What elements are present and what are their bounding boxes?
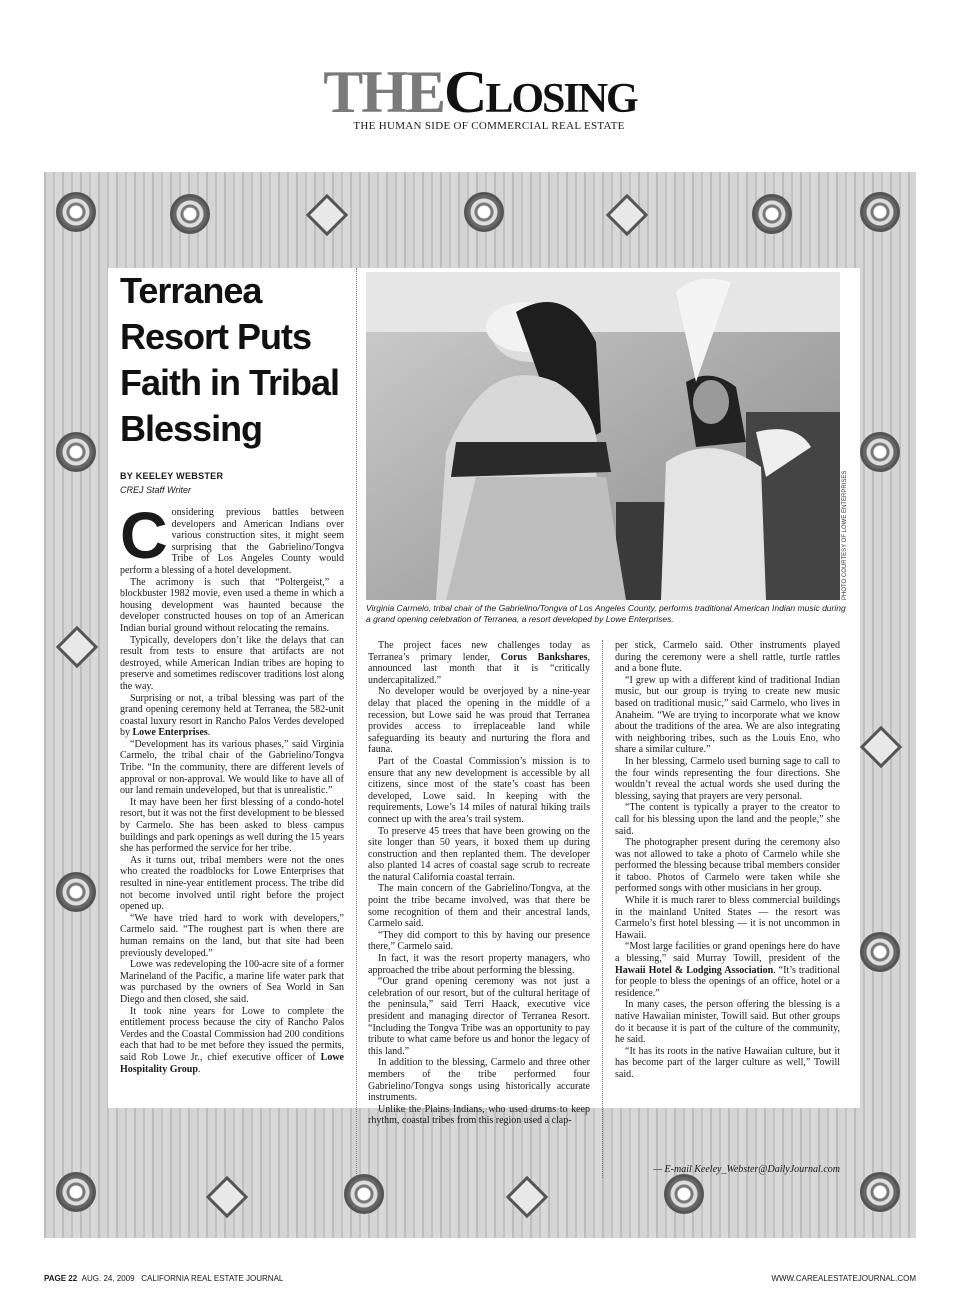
- spiral-motif-icon: [464, 192, 504, 232]
- column-divider: [356, 268, 357, 1178]
- column-divider: [602, 640, 603, 1178]
- paragraph: “Development has its various phases,” said Virginia Carmelo, the tribal chair of the Gabrielino/Tongva Tribe. “In the community, there are different levels of approval or non-approval. We would like to have all of our land remain undeveloped, but that is unrealistic.”: [120, 738, 344, 797]
- paragraph: In fact, it was the resort property managers, who approached the tribe about performing the blessing.: [368, 953, 590, 976]
- article-headline: Terranea Resort Puts Faith in Tribal Blessing: [120, 270, 340, 449]
- paragraph: Typically, developers don’t like the delays that can result from tests to ensure that artifacts are not destroyed, while American Indian tribes are hoping to preserve and sometimes rediscover traditions lost along the way.: [120, 634, 344, 692]
- diamond-motif-icon: [506, 1176, 548, 1218]
- paragraph: In her blessing, Carmelo used burning sage to call to the four winds representing the four directions. She wouldn’t reveal the actual words she used during the blessing, saying that prayers are very personal.: [615, 755, 840, 802]
- organization-name: Hawaii Hotel & Lodging Association: [615, 964, 774, 976]
- paragraph: In addition to the blessing, Carmelo and three other members of the tribe performed four Gabrielino/Tongva songs using historically accurate instruments.: [368, 1057, 590, 1104]
- spiral-motif-icon: [752, 194, 792, 234]
- spiral-motif-icon: [344, 1174, 384, 1214]
- byline: BY KEELEY WEBSTER: [120, 471, 224, 481]
- masthead-closing: Closing: [444, 59, 637, 125]
- paragraph: “They did comport to this by having our presence there,” Carmelo said.: [368, 929, 590, 953]
- spiral-motif-icon: [860, 1172, 900, 1212]
- paragraph: Considering previous battles between developers and American Indians over various construction sites, it might seem surprising that the Gabrielino/Tongva Tribe of Los Angeles County would perform a blessing of a hotel development.: [120, 498, 344, 576]
- spiral-motif-icon: [860, 932, 900, 972]
- paragraph: Lowe was redeveloping the 100-acre site of a former Marineland of the Pacific, a marine life water park that was purchased by the owners of Sea World in San Diego and then closed, she said.: [120, 959, 344, 1005]
- paragraph: The project faces new challenges today as Terranea’s primary lender, Corus Bankshares, announced last month that it is “critically undercapitalized.”: [368, 640, 590, 686]
- paragraph: To preserve 45 trees that have been growing on the site longer than 50 years, it boxed them up during construction and then replanted them. The developer also planted 14 acres of coastal sage scrub to recreate the natural California coastal terrain.: [368, 825, 590, 883]
- page-number: PAGE 22: [44, 1274, 78, 1283]
- article-column-3: [615, 640, 840, 1081]
- paragraph: “The content is typically a prayer to the creator to call for his blessing upon the land and the people,” she said.: [615, 802, 840, 837]
- company-name: Corus Bankshares: [500, 651, 588, 663]
- photo-credit: PHOTO COURTESY OF LOWE ENTERPRISES: [842, 470, 848, 600]
- spiral-motif-icon: [56, 1172, 96, 1212]
- footer-left: [44, 1274, 283, 1283]
- paragraph: Surprising or not, a tribal blessing was part of the grand opening ceremony held at Terranea, the 582-unit coastal luxury resort in Rancho Palos Verdes developed by Lowe Enterprises.: [120, 692, 344, 739]
- paragraph: No developer would be overjoyed by a nine-year delay that placed the opening in the middle of a recession, but Lowe said he was proud that Terranea provides access to irreplaceable land while safeguarding its beauty and nurturing the flora and fauna.: [368, 686, 590, 756]
- spiral-motif-icon: [664, 1174, 704, 1214]
- paragraph: “I grew up with a different kind of traditional Indian music, but our group is trying to create new music based on traditional music,” said Carmelo, who lives in Anaheim. “We are trying to incorporate what we know about the traditions of the area. We are also integrating with neighboring tribes, such as the Louis Eno, who share a similar culture.”: [615, 674, 840, 756]
- spiral-motif-icon: [170, 194, 210, 234]
- paragraph: “Most large facilities or grand openings here do have a blessing,” said Murray Towill, president of the Hawaii Hotel & Lodging Association. “It’s traditional for people to bless the openings of an office, hotel or a residence.”: [615, 941, 840, 999]
- paragraph: It took nine years for Lowe to complete the entitlement process because the city of Rancho Palos Verdes and the Coastal Commission had 200 conditions each that had to be met before they issued the permits, said Rob Lowe Jr., chief executive officer of Lowe Hospitality Group.: [120, 1005, 344, 1075]
- article-column-1: [120, 498, 344, 1075]
- byline-title: CREJ Staff Writer: [120, 485, 192, 495]
- paragraph: per stick, Carmelo said. Other instruments played during the ceremony were a shell rattle, turtle rattles and a bone flute.: [615, 640, 840, 675]
- paragraph: The acrimony is such that “Poltergeist,” a blockbuster 1982 movie, even used a theme in which a housing development was haunted because the developer constructed houses on top of an American Indian burial ground without relocating the remains.: [120, 576, 344, 634]
- paragraph: As it turns out, tribal members were not the ones who created the roadblocks for Lowe Enterprises that resulted in nine-year entitlement process. The tribe did not become involved until right before the project opened up.: [120, 854, 344, 913]
- paragraph: Part of the Coastal Commission’s mission is to ensure that any new development is accessible by all citizens, since most of the state’s coast has been developed, Lowe said. In keeping with the requirements, Lowe’s 14 miles of natural hiking trails connect up with the area’s trail system.: [368, 755, 590, 825]
- diamond-motif-icon: [306, 194, 348, 236]
- spiral-motif-icon: [56, 432, 96, 472]
- masthead-subtitle: THE HUMAN SIDE OF COMMERCIAL REAL ESTATE: [353, 120, 625, 132]
- ceremony-photo-image: [366, 272, 840, 600]
- ceremony-photo: [366, 272, 840, 600]
- paragraph: It may have been her first blessing of a condo-hotel resort, but it was not the first development to be blessed by Carmelo. She has been asked to bless campus buildings and park openings as well during the 15 years she has performed the service for her tribe.: [120, 796, 344, 855]
- article-column-2: [368, 640, 590, 1127]
- photo-caption: Virginia Carmelo, tribal chair of the Gabrielino/Tongva of Los Angeles County, performs traditional American Indian music during a grand opening celebration of Terranea, a resort developed by Lowe Enterprises.: [366, 603, 846, 624]
- spiral-motif-icon: [860, 192, 900, 232]
- paragraph: The main concern of the Gabrielino/Tongva, at the point the tribe became involved, was that there be some recognition of them and their ancestral lands, Carmelo said.: [368, 883, 590, 930]
- spiral-motif-icon: [56, 872, 96, 912]
- company-name: Lowe Hospitality Group: [120, 1051, 344, 1075]
- diamond-motif-icon: [56, 626, 98, 668]
- paragraph: “We have tried hard to work with developers,” Carmelo said. “The roughest part is when there are human remains on the land, but that site had been previously developed.”: [120, 912, 344, 959]
- spiral-motif-icon: [860, 432, 900, 472]
- paragraph: Unlike the Plains Indians, who used drums to keep rhythm, coastal tribes from this region used a clap-: [368, 1103, 590, 1127]
- masthead-title: [0, 59, 960, 125]
- drop-cap: C: [120, 498, 168, 572]
- paragraph: “Our grand opening ceremony was not just a celebration of our resort, but of the cultural heritage of the peninsula,” said Terri Haack, executive vice president and managing director of Terranea Resort. “Including the Tongva Tribe was an opportunity to pay tribute to what came before us and honor the legacy of this land.”: [368, 976, 590, 1057]
- diamond-motif-icon: [860, 726, 902, 768]
- spiral-motif-icon: [56, 192, 96, 232]
- publication-name: CALIFORNIA REAL ESTATE JOURNAL: [141, 1274, 284, 1283]
- footer-url[interactable]: WWW.CAREALESTATEJOURNAL.COM: [771, 1274, 916, 1283]
- diamond-motif-icon: [606, 194, 648, 236]
- company-name: Lowe Enterprises: [132, 727, 208, 739]
- masthead-the: THE: [323, 59, 444, 125]
- author-email-signoff: — E-mail Keeley_Webster@DailyJournal.com: [653, 1164, 840, 1175]
- paragraph: In many cases, the person offering the blessing is a native Hawaiian minister, Towill said. But other groups do it because it is part of the culture of the community, he said.: [615, 999, 840, 1046]
- paragraph: “It has its roots in the native Hawaiian culture, but it has become part of the larger culture as well,” Towill said.: [615, 1045, 840, 1080]
- diamond-motif-icon: [206, 1176, 248, 1218]
- masthead: [0, 59, 960, 132]
- issue-date: AUG. 24, 2009: [81, 1274, 135, 1283]
- paragraph: While it is much rarer to bless commercial buildings in the mainland United States — the resort was Carmelo’s first hotel blessing — it is not uncommon in Hawaii.: [615, 895, 840, 941]
- paragraph: The photographer present during the ceremony also was not allowed to take a photo of Carmelo while she performed the blessing because tribal members consider it taboo. Photos of Carmelo were taken while she performed songs with other musicians in her group.: [615, 837, 840, 895]
